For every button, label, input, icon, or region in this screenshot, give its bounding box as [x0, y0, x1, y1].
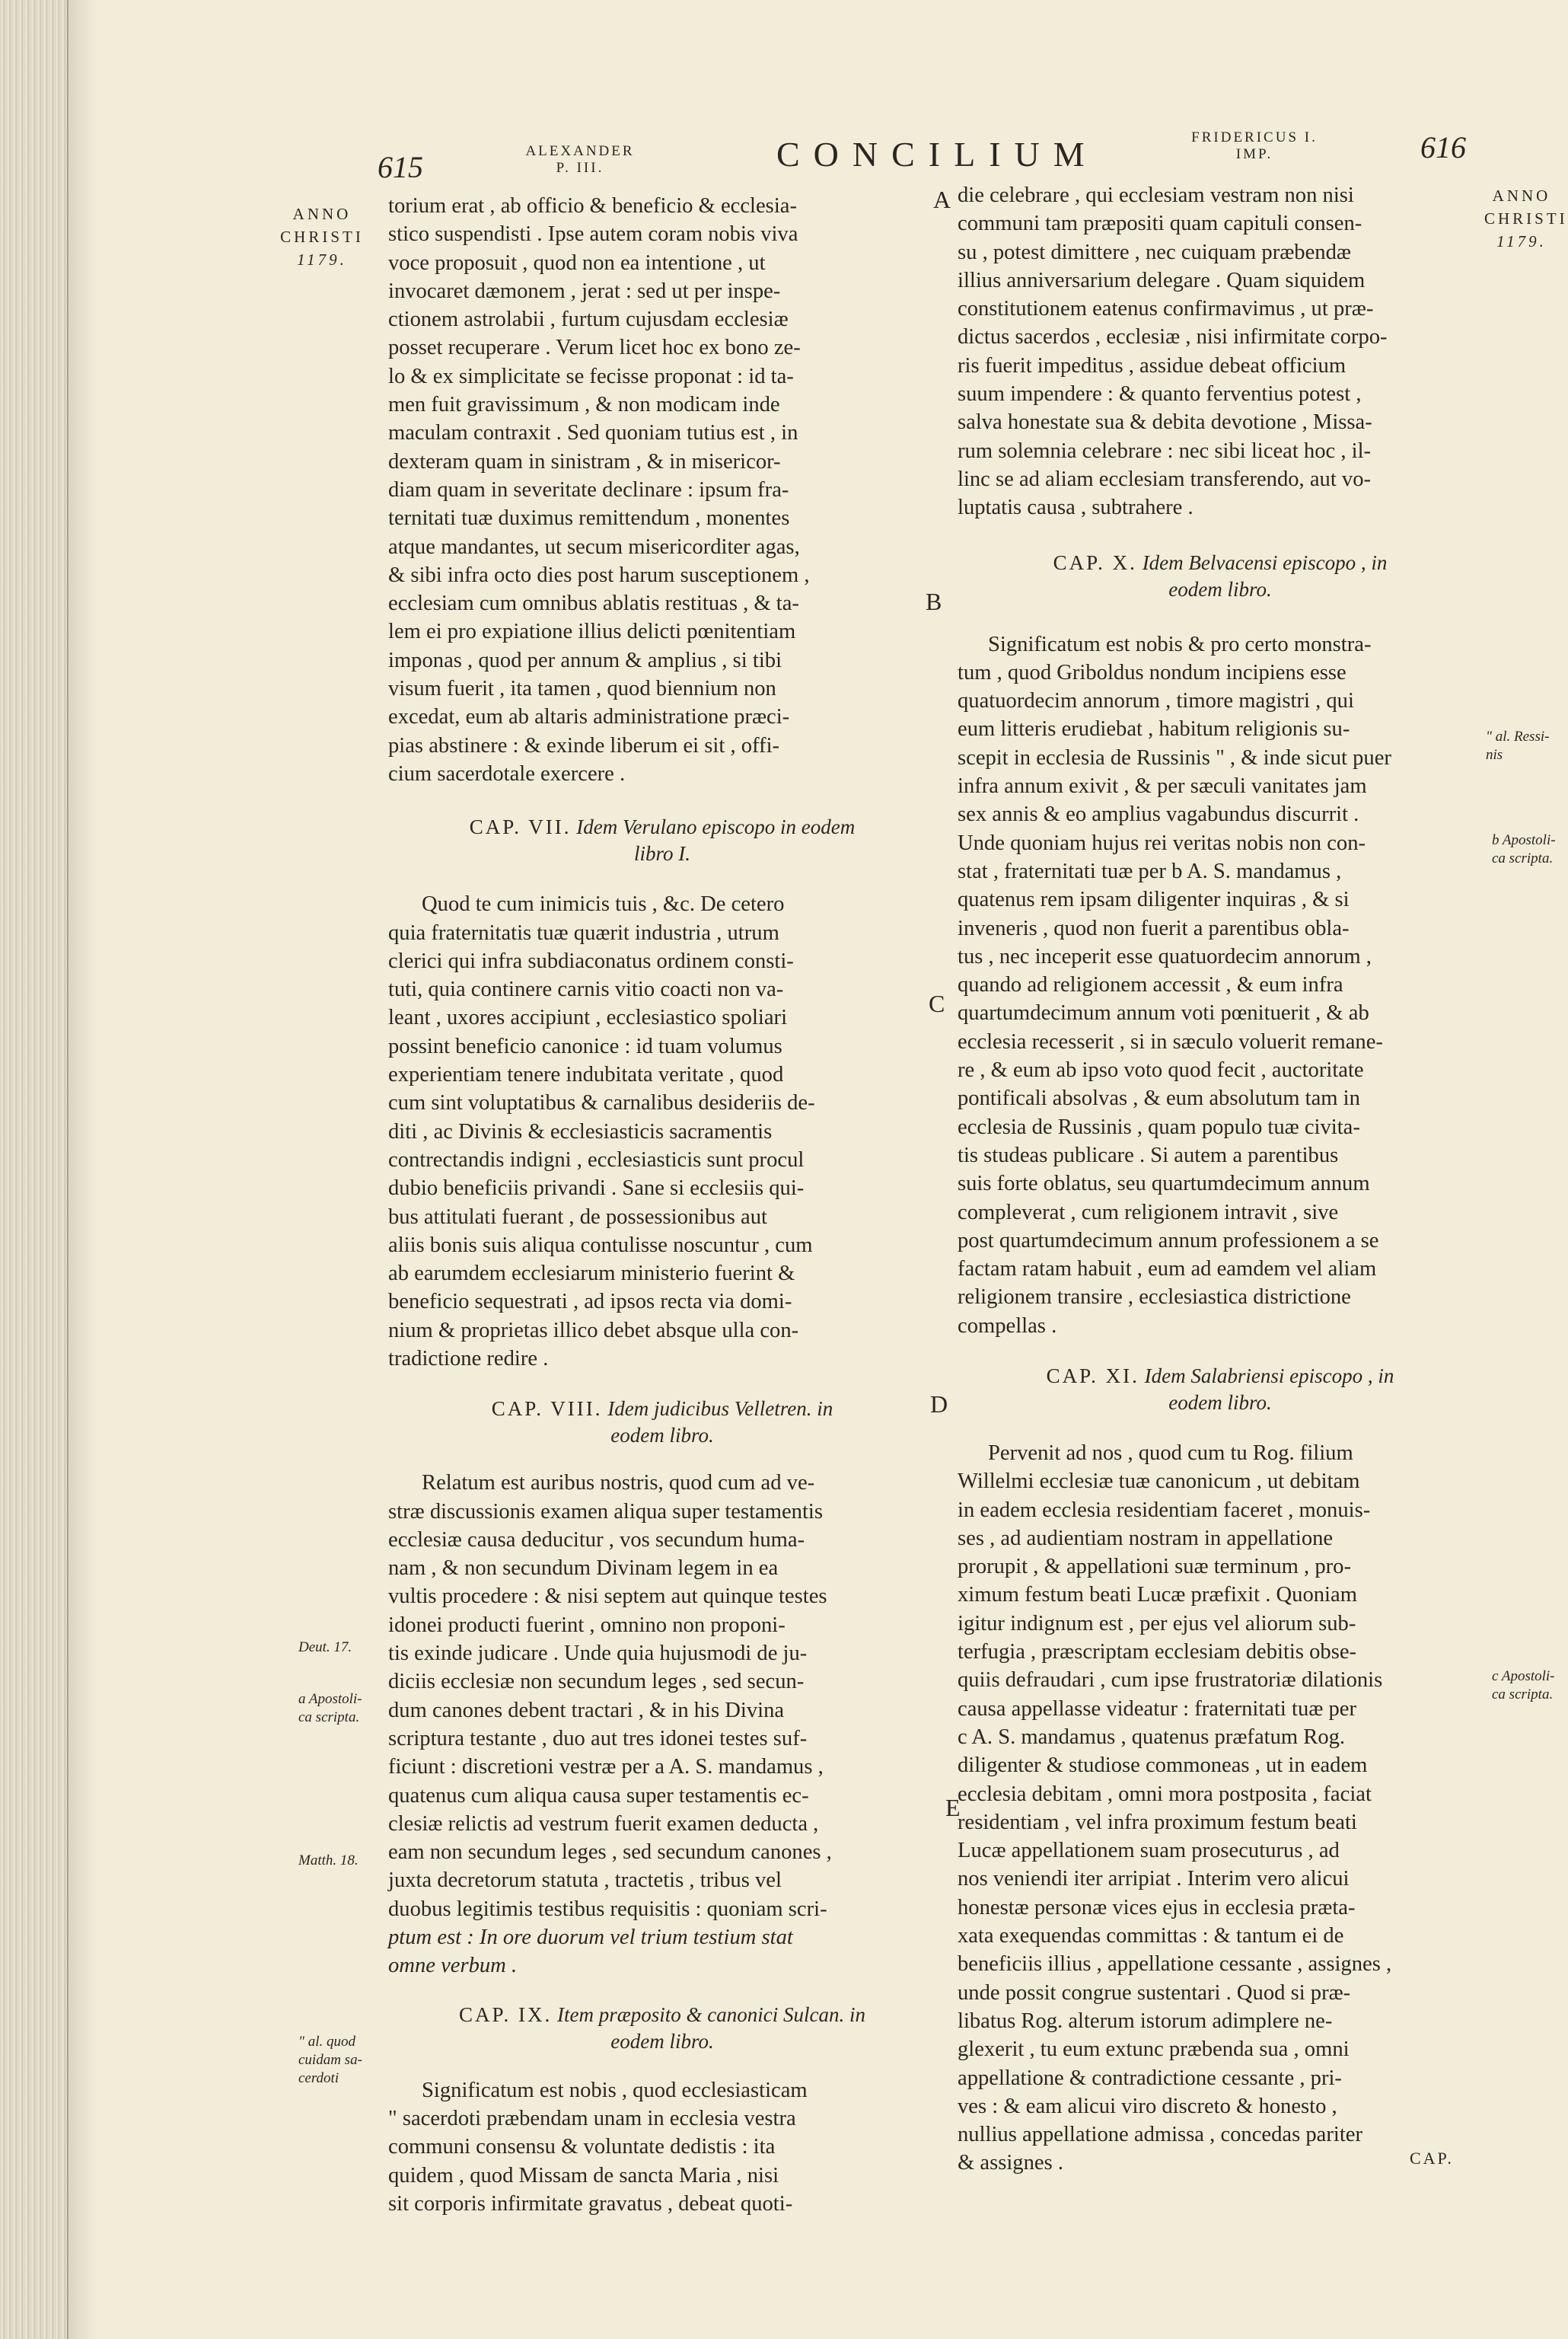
text-line: communi tam præpositi quam capituli consen- [958, 212, 1362, 236]
text-line: tus , nec inceperit esse quatuordecim annorum , [958, 944, 1372, 968]
text-line: quidem , quod Missam de sancta Maria , nisi [388, 2163, 779, 2187]
text-line: nium & proprietas illico debet absque ulla con- [388, 1318, 799, 1342]
text-line: stræ discussionis examen aliqua super testamentis [388, 1499, 823, 1524]
text-line: religionem transire , ecclesiastica districtione [958, 1285, 1351, 1310]
text-line: atque mandantes, ut secum misericorditer agas, [388, 534, 800, 559]
text-line: posset recuperare . Verum licet hoc ex bono ze- [388, 336, 801, 360]
margin-note-b-line2: ca scripta. [1492, 850, 1554, 866]
text-line: duobus legitimis testibus requisitis : quoniam scri- [388, 1897, 827, 1921]
text-line: vultis procedere : & nisi septem aut quinque testes [388, 1584, 827, 1609]
text-line: salva honestate sua & debita devotione , Missa- [958, 410, 1372, 435]
text-line: tradictione redire . [388, 1346, 549, 1371]
text-line: Significatum est nobis & pro certo monstra- [988, 632, 1372, 656]
margin-note-quod-line3: cerdoti [298, 2070, 339, 2086]
chapter-heading-viii [388, 1396, 936, 1449]
text-line: ecclesiam cum omnibus ablatis restituas , & ta- [388, 592, 799, 616]
chapter-heading-xi [958, 1363, 1483, 1416]
paragraph [958, 1439, 1483, 2178]
text-line: dexteram quam in sinistram , & in misericor- [388, 449, 781, 474]
text-line: Willelmi ecclesiæ tuæ canonicum , ut debitam [958, 1469, 1360, 1494]
text-line: tis exinde judicare . Unde quia hujusmodi de ju- [388, 1642, 808, 1666]
text-line: nos veniendi iter arripiat . Interim vero alicui [958, 1867, 1350, 1891]
margin-note-a [298, 1690, 362, 1727]
section-letter-d: D [930, 1390, 948, 1418]
text-line: contrectandis indigni , ecclesiasticis sunt procul [388, 1147, 805, 1172]
chapter-number: CAP. IX. [459, 2002, 553, 2026]
page-number-right: 616 [1420, 130, 1466, 164]
text-line: sex annis & eo amplius vagabundus discurrit . [958, 803, 1359, 827]
text-line: eam non secundum leges , sed secundum canones , [388, 1840, 832, 1865]
text-line: sit corporis infirmitate gravatus , debeat quoti- [388, 2191, 793, 2216]
text-line: stico suspendisti . Ipse autem coram nobis viva [388, 222, 798, 247]
text-line: aliis bonis suis aliqua contulisse noscuntur , cum [388, 1233, 813, 1257]
text-line: inveneris , quod non fuerit a parentibus obla- [958, 916, 1350, 940]
text-line: prorupit , & appellationi suæ terminum , pro- [958, 1555, 1351, 1579]
text-line: beneficiis illius , appellatione cessante , assignes , [958, 1952, 1392, 1977]
text-line: diciis ecclesiæ non secundum leges , sed secun- [388, 1670, 805, 1694]
chapter-title: Idem Belvacensi episcopo , in [1142, 550, 1388, 574]
running-head-title: CONCILIUM [776, 135, 1098, 174]
text-line: in eadem ecclesia residentiam faceret , monuis- [958, 1498, 1371, 1522]
text-line: tis studeas publicare . Si autem a parentibus [958, 1143, 1339, 1167]
text-line: quiis defraudari , cum ipse frustratoriæ dilationis [958, 1668, 1383, 1693]
section-letter-e: E [945, 1794, 961, 1821]
text-line: stat , fraternitati tuæ per b A. S. mandamus , [958, 859, 1342, 883]
text-line: quatenus cum aliqua causa super testamentis ec- [388, 1783, 809, 1808]
text-line: eum litteris erudiebat , habitum religionis su- [958, 717, 1350, 742]
text-line: lem ei pro expiatione illius delicti pœnitentiam [388, 620, 796, 644]
text-line: quatuordecim annorum , timore magistri , qui [958, 689, 1354, 713]
text-line: ses , ad audientiam nostram in appellatione [958, 1526, 1334, 1550]
text-line: factam ratam habuit , eum ad eamdem vel aliam [958, 1257, 1377, 1281]
text-line: dubio beneficiis privandi . Sane si ecclesiis qui- [388, 1176, 805, 1201]
margin-note-quod [298, 2033, 362, 2088]
text-line: unde possit congrue sustentari . Quod si præ- [958, 1980, 1351, 2005]
chapter-title-line2: libro I. [634, 842, 690, 866]
text-line: suis forte oblatus, seu quartumdecimum annum [958, 1172, 1370, 1196]
left-column [388, 192, 936, 2218]
text-line: Relatum est auribus nostris, quod cum ad ve- [422, 1471, 815, 1495]
text-line: causa appellasse videatur : fraternitati tuæ per [958, 1696, 1356, 1721]
text-line: ecclesiæ causa deducitur , vos secundum huma- [388, 1527, 805, 1552]
catchword: CAP. [1410, 2149, 1454, 2168]
text-line: visum fuerit , ita tamen , quod biennium non [388, 677, 776, 701]
pope-name: ALEXANDER [525, 143, 635, 159]
right-column [958, 181, 1483, 2178]
text-line: scriptura testante , duo aut tres idonei testes suf- [388, 1726, 808, 1750]
text-line: post quartumdecimum annum professionem a se [958, 1228, 1379, 1252]
text-line: dum canones debent tractari , & in his Divina [388, 1698, 785, 1722]
text-line: pias abstinere : & exinde liberum ei sit , offi- [388, 733, 780, 758]
chapter-title: Idem judicibus Velletren. in [607, 1397, 833, 1421]
paragraph [388, 890, 936, 1373]
text-line-quote: omne verbum . [388, 1954, 518, 1978]
text-line: possint beneficio canonice : id tuam volumus [388, 1034, 782, 1058]
text-line: scepit in ecclesia de Russinis " , & inde sicut puer [958, 745, 1391, 770]
text-line: honestæ personæ vices ejus in ecclesia præta- [958, 1895, 1356, 1919]
text-line: diti , ac Divinis & ecclesiasticis sacramentis [388, 1119, 773, 1144]
chapter-title: Idem Verulano episcopo in eodem [576, 815, 856, 839]
text-line: re , & eum ab ipso voto quod fecit , auctoritate [958, 1058, 1364, 1083]
margin-note-al-line2: nis [1486, 747, 1503, 763]
anno-label: ANNO [1492, 187, 1551, 205]
year-label: 1179. [297, 250, 347, 269]
margin-note-c-line2: ca scripta. [1492, 1686, 1554, 1702]
text-line: Pervenit ad nos , quod cum tu Rog. filium [988, 1441, 1353, 1465]
text-line: ab earumdem ecclesiarum ministerio fuerint & [388, 1262, 795, 1286]
text-line: cium sacerdotale exercere . [388, 761, 626, 786]
text-line: Lucæ appellationem suam prosecuturus , ad [958, 1839, 1340, 1863]
margin-note-matth: Matth. 18. [298, 1852, 359, 1868]
margin-note-c [1492, 1667, 1555, 1704]
text-line: residentiam , vel infra proximum festum beati [958, 1810, 1357, 1834]
margin-note-b-line1: b Apostoli- [1492, 832, 1556, 848]
margin-note-al-line1: " al. Ressi- [1486, 729, 1550, 745]
margin-note-b [1492, 831, 1556, 868]
section-letter-c: C [929, 990, 945, 1017]
chapter-number: CAP. XI. [1046, 1364, 1139, 1387]
text-line: invocaret dæmonem , jerat : sed ut per inspe- [388, 279, 781, 303]
text-line: Quod te cum inimicis tuis , &c. De cetero [422, 892, 785, 917]
emperor-title: IMP. [1235, 146, 1273, 162]
book-page-edge [0, 0, 69, 2339]
text-line: leant , uxores accipiunt , ecclesiastico spoliari [388, 1006, 788, 1030]
paragraph [388, 2076, 936, 2218]
text-line: quia fraternitatis tuæ quærit industria , utrum [388, 921, 779, 945]
text-line: die celebrare , qui ecclesiam vestram non nisi [958, 183, 1354, 207]
text-line: Unde quoniam hujus rei veritas nobis non con- [958, 831, 1366, 855]
text-line: bus attitulati fuerant , de possessionibus aut [388, 1205, 767, 1229]
text-line: ximum festum beati Lucæ præfixit . Quoniam [958, 1583, 1357, 1607]
text-line: ficiunt : discretioni vestræ per a A. S. mandamus , [388, 1755, 824, 1779]
text-line: excedat, eum ab altaris administratione præci- [388, 705, 790, 729]
margin-note-quod-line1: " al. quod [298, 2034, 356, 2050]
year-label: 1179. [1496, 232, 1547, 250]
text-line: communi consensu & voluntate dedistis : ita [388, 2135, 776, 2159]
text-line: cum sint voluptatibus & carnalibus desideriis de- [388, 1091, 815, 1115]
text-line: suum impendere : & quanto ferventius potest , [958, 382, 1362, 407]
section-letter-b: B [926, 588, 942, 615]
paragraph [388, 192, 936, 788]
text-line: dictus sacerdos , ecclesiæ , nisi infirmitate corpo- [958, 325, 1388, 349]
text-line: lo & ex simplicitate se fecisse proponat : id ta- [388, 364, 794, 388]
gutter-shadow [67, 0, 97, 2339]
text-line: libatus Rog. alterum istorum adimplere ne- [958, 2009, 1333, 2033]
text-line: tuti, quia continere carnis vitio coacti non va- [388, 978, 784, 1002]
text-line: maculam contraxit . Sed quoniam tutius est , in [388, 421, 798, 445]
page-number-left: 615 [378, 150, 423, 184]
text-line: Significatum est nobis , quod ecclesiasticam [422, 2078, 808, 2102]
chapter-title-line2: eodem libro. [610, 2029, 714, 2053]
margin-note-a-line2: ca scripta. [298, 1709, 360, 1725]
text-line: ternitati tuæ duximus remittendum , monentes [388, 506, 790, 531]
text-line: ecclesia debitam , omni mora postposita , faciat [958, 1782, 1372, 1806]
margin-note-quod-line2: cuidam sa- [298, 2052, 362, 2068]
text-line: compellas . [958, 1313, 1057, 1338]
text-line: imponas , quod per annum & amplius , si tibi [388, 648, 782, 672]
christi-label: CHRISTI [280, 228, 364, 246]
text-line: voce proposuit , quod non ea intentione , ut [388, 250, 766, 275]
text-line: glexerit , tu eum extunc præbenda sua , omni [958, 2037, 1350, 2062]
text-line: c A. S. mandamus , quatenus præfatum Rog. [958, 1725, 1346, 1749]
text-line: clesiæ relictis ad vestrum fuerit examen deducta , [388, 1811, 819, 1836]
text-line: men fuit gravissimum , & non modicam inde [388, 393, 780, 417]
text-line: ecclesia de Russinis , quam populo tuæ civita- [958, 1115, 1360, 1139]
anno-label: ANNO [292, 205, 352, 223]
right-margin-year [1484, 184, 1568, 253]
text-line: juxta decretorum statuta , tractetis , tribus vel [388, 1868, 782, 1893]
text-line: experientiam tenere indubitata veritate , quod [388, 1063, 784, 1087]
text-line: rum solemnia celebrare : nec sibi liceat hoc , il- [958, 439, 1372, 463]
running-head-emperor [1178, 129, 1331, 163]
text-line: clerici qui infra subdiaconatus ordinem consti- [388, 949, 794, 973]
chapter-title: Item præposito & canonici Sulcan. in [557, 2002, 865, 2026]
text-line: torium erat , ab officio & beneficio & ecclesia- [388, 194, 797, 218]
emperor-name: FRIDERICUS I. [1191, 129, 1318, 145]
left-margin-year [280, 203, 364, 271]
text-line: ves : & eam alicui viro discreto & honesto , [958, 2094, 1337, 2118]
text-line: ctionem astrolabii , furtum cujusdam ecclesiæ [388, 308, 789, 332]
text-line-quote: ptum est : In ore duorum vel trium testium stat [388, 1926, 793, 1950]
text-line: & assignes . [958, 2151, 1063, 2175]
chapter-number: CAP. X. [1053, 550, 1137, 574]
text-line: quando ad religionem accessit , & eum infra [958, 973, 1343, 997]
text-line: compleverat , cum religionem intravit , sive [958, 1200, 1339, 1224]
text-line: ris fuerit impeditus , assidue debeat officium [958, 353, 1347, 378]
margin-note-c-line1: c Apostoli- [1492, 1668, 1555, 1684]
chapter-title-line2: eodem libro. [1168, 1390, 1272, 1414]
text-line: luptatis causa , subtrahere . [958, 496, 1194, 520]
text-line: terfugia , præscriptam ecclesiam debitis obse- [958, 1640, 1357, 1664]
text-line: su , potest dimittere , nec cuiquam præbendæ [958, 240, 1351, 264]
paragraph [958, 630, 1483, 1340]
chapter-heading-x [958, 550, 1483, 603]
chapter-heading-vii [388, 814, 936, 867]
chapter-title-line2: eodem libro. [610, 1424, 714, 1447]
text-line: tum , quod Griboldus nondum incipiens esse [958, 660, 1347, 684]
text-line: diam quam in severitate declinare : ipsum fra- [388, 477, 789, 502]
chapter-title: Idem Salabriensi episcopo , in [1144, 1364, 1394, 1387]
chapter-title-line2: eodem libro. [1168, 577, 1272, 601]
text-line: & sibi infra octo dies post harum susceptionem , [388, 563, 810, 587]
text-line: constitutionem eatenus confirmavimus , ut præ- [958, 297, 1374, 321]
text-line: ecclesia recesserit , si in sæculo voluerit remane- [958, 1029, 1383, 1054]
paragraph [388, 1469, 936, 1980]
text-line: illius anniversarium delegare . Quam siquidem [958, 268, 1366, 292]
text-line: nullius appellatione admissa , concedas pariter [958, 2123, 1362, 2147]
margin-note-deut: Deut. 17. [298, 1639, 352, 1655]
margin-note-al-ressinis [1486, 728, 1549, 764]
text-line: " sacerdoti præbendam unam in ecclesia vestra [388, 2106, 796, 2130]
text-line: idonei producti fuerint , omnino non proponi- [388, 1613, 786, 1637]
text-line: beneficio sequestrati , ad ipsos recta via domi- [388, 1290, 792, 1314]
section-letter-a: A [933, 186, 951, 213]
paragraph [958, 181, 1483, 522]
text-line: diligenter & studiose commoneas , ut in eadem [958, 1753, 1368, 1778]
chapter-number: CAP. VIII. [491, 1397, 603, 1421]
text-line: quartumdecimum annum voti pœnituerit , & ab [958, 1001, 1369, 1026]
christi-label: CHRISTI [1484, 209, 1568, 228]
margin-note-a-line1: a Apostoli- [298, 1691, 362, 1707]
text-line: appellatione & contradictione cessante , pri- [958, 2066, 1342, 2090]
text-line: linc se ad aliam ecclesiam transferendo, aut vo- [958, 467, 1372, 491]
text-line: pontificali absolvas , & eum absolutum tam in [958, 1087, 1360, 1111]
text-line: nam , & non secundum Divinam legem in ea [388, 1556, 779, 1581]
text-line: xata exequendas committas : & tantum ei de [958, 1924, 1344, 1948]
pope-number: P. III. [556, 160, 604, 176]
text-line: quatenus rem ipsam diligenter inquiras , & si [958, 888, 1350, 912]
chapter-number: CAP. VII. [469, 815, 572, 839]
text-line: infra annum exivit , & per sæculi vanitates jam [958, 774, 1367, 799]
running-head-pope [512, 143, 649, 177]
chapter-heading-ix [388, 2002, 936, 2055]
text-line: igitur indignum est , per ejus vel aliorum sub- [958, 1611, 1356, 1635]
